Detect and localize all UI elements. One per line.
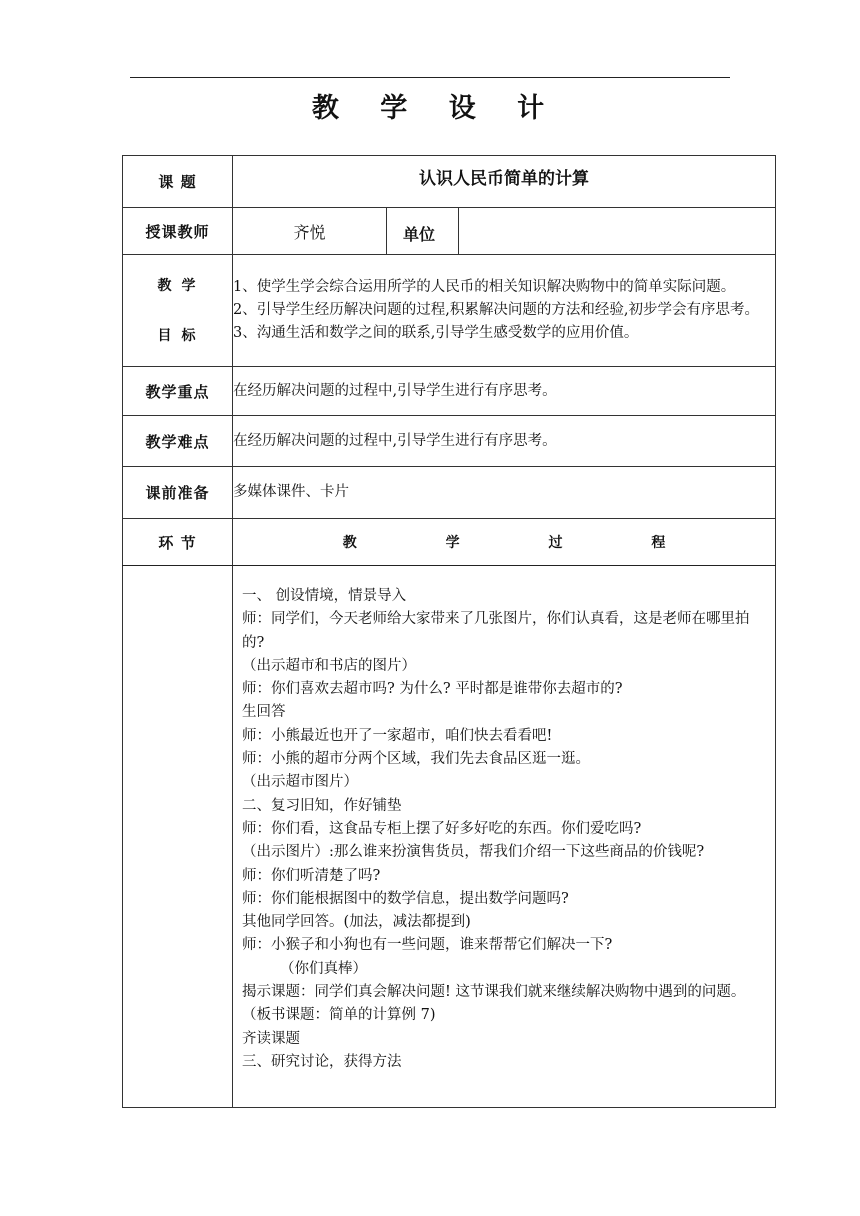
goals-label — [123, 255, 233, 367]
topic-label: 课 题 — [123, 156, 233, 208]
goal-item: 2、引导学生经历解决问题的过程,积累解决问题的方法和经验,初步学会有序思考。 — [233, 302, 759, 318]
process-line: 师：小猴子和小狗也有一些问题，谁来帮帮它们解决一下? — [242, 937, 613, 954]
process-line: 师：你们看，这食品专柜上摆了好多好吃的东西。你们爱吃吗? — [242, 820, 642, 837]
process-line: 师：你们能根据图中的数学信息，提出数学问题吗? — [242, 890, 569, 907]
process-line: 二、复习旧知，作好铺垫 — [242, 797, 402, 814]
process-line: （出示超市图片） — [242, 774, 358, 791]
teacher-row — [123, 208, 776, 255]
unit-label: 单位 — [387, 208, 459, 255]
unit-value — [459, 208, 776, 255]
goals-label-line2: 目标 — [157, 327, 206, 344]
topic-row — [123, 156, 776, 208]
teacher-label: 授课教师 — [123, 208, 233, 255]
goal-item: 1、使学生学会综合运用所学的人民币的相关知识解决购物中的简单实际问题。 — [233, 279, 736, 295]
process-line: 师：你们喜欢去超市吗? 为什么? 平时都是谁带你去超市的? — [242, 681, 623, 698]
process-line: （出示图片）:那么谁来扮演售货员，帮我们介绍一下这些商品的价钱呢? — [242, 844, 705, 861]
difficulty-row — [123, 416, 776, 467]
goals-row — [123, 255, 776, 367]
process-line: 齐读课题 — [242, 1030, 300, 1047]
goals-label-line1: 教学 — [157, 277, 206, 294]
process-line: 其他同学回答。(加法，减法都提到) — [242, 914, 471, 931]
process-content — [233, 566, 776, 1108]
goals-value — [233, 255, 776, 367]
document-title: 教 学 设 计 — [311, 93, 561, 124]
header-rule — [130, 77, 730, 78]
process-header-char: 学 — [445, 535, 460, 551]
preparation-label: 课前准备 — [123, 467, 233, 519]
process-line: 师：同学们，今天老师给大家带来了几张图片，你们认真看，这是老师在哪里拍的? — [242, 611, 750, 651]
topic-value: 认识人民币简单的计算 — [233, 156, 776, 208]
preparation-value: 多媒体课件、卡片 — [233, 467, 776, 519]
goal-item: 3、沟通生活和数学之间的联系,引导学生感受数学的应用价值。 — [233, 325, 639, 341]
process-line: （出示超市和书店的图片） — [242, 657, 416, 674]
lesson-plan-table — [122, 155, 776, 1108]
preparation-row — [123, 467, 776, 519]
process-line: 一、 创设情境，情景导入 — [242, 588, 407, 604]
key-point-label: 教学重点 — [123, 367, 233, 416]
process-line: （你们真棒） — [280, 960, 367, 977]
key-point-row — [123, 367, 776, 416]
process-line: （板书课题：简单的计算例 7) — [242, 1007, 436, 1024]
difficulty-label: 教学难点 — [123, 416, 233, 467]
process-line: 师：你们听清楚了吗? — [242, 867, 381, 884]
teacher-value: 齐悦 — [233, 208, 387, 255]
key-point-value: 在经历解决问题的过程中,引导学生进行有序思考。 — [233, 367, 776, 416]
process-line: 三、研究讨论，获得方法 — [242, 1053, 402, 1070]
stage-header-row — [123, 519, 776, 566]
difficulty-value: 在经历解决问题的过程中,引导学生进行有序思考。 — [233, 416, 776, 467]
stage-value — [123, 566, 233, 1108]
process-line: 生回答 — [242, 704, 286, 721]
process-line: 师：小熊最近也开了一家超市，咱们快去看看吧! — [242, 727, 553, 744]
process-header — [233, 519, 776, 566]
process-header-char: 过 — [548, 535, 563, 551]
process-header-char: 教 — [342, 535, 357, 551]
process-header-char: 程 — [651, 535, 666, 551]
process-line: 揭示课题：同学们真会解决问题! 这节课我们就来继续解决购物中遇到的问题。 — [242, 984, 746, 1001]
process-row — [123, 566, 776, 1108]
process-line: 师：小熊的超市分两个区域，我们先去食品区逛一逛。 — [242, 751, 590, 768]
stage-label: 环 节 — [123, 519, 233, 566]
